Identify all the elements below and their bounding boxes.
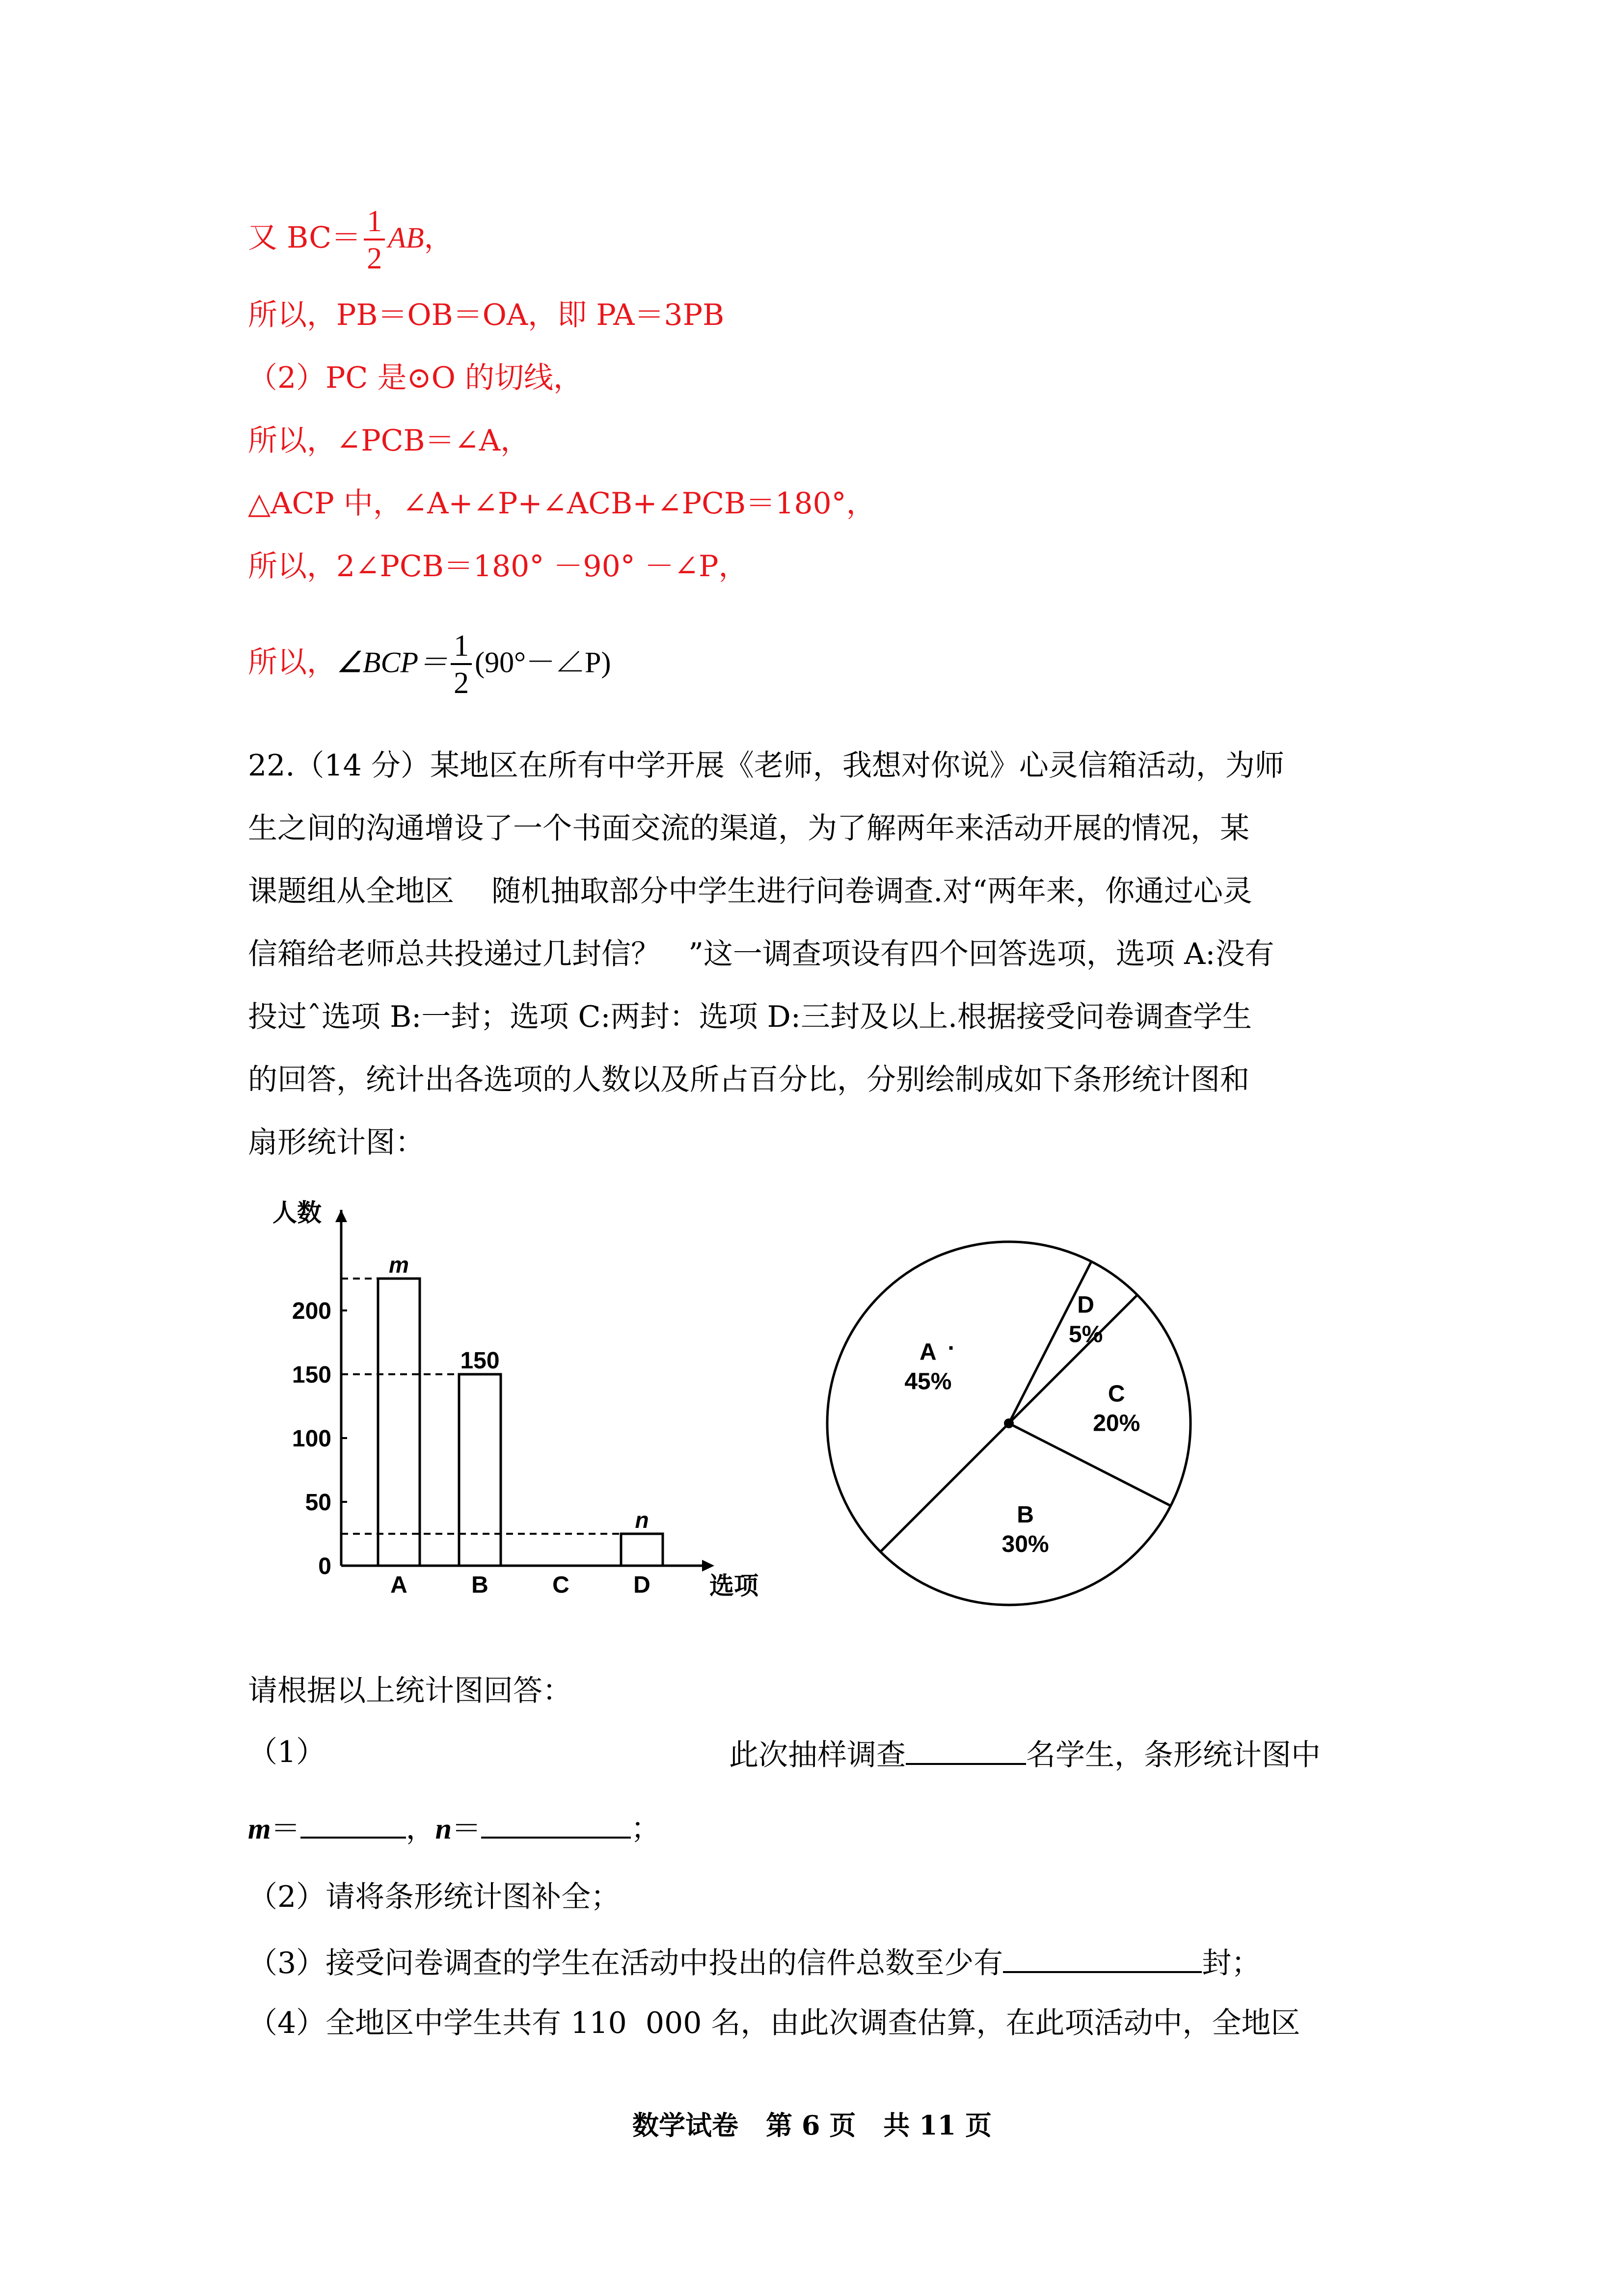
solution-line-4: 所以，∠PCB＝∠A，	[248, 424, 530, 458]
bar-chart-axes	[292, 1210, 714, 1579]
question-1-label: （1）	[248, 1735, 326, 1769]
pie-slice-percent: 20%	[1093, 1410, 1140, 1437]
fraction-denominator: 2	[454, 667, 469, 700]
fraction-half-2	[451, 631, 472, 698]
y-tick-label: 100	[292, 1426, 331, 1452]
solution-line-3: （2）PC 是⊙O 的切线，	[248, 361, 583, 395]
x-tick-label: A	[390, 1572, 407, 1598]
question-3-text: （3）接受问卷调查的学生在活动中投出的信件总数至少有	[248, 1946, 1003, 1980]
pie-slice-percent: 45%	[904, 1368, 952, 1395]
page-footer	[0, 2105, 1624, 2142]
x-tick-label: C	[552, 1572, 569, 1598]
question-4: （4）全地区中学生共有 110 000 名，由此次调查估算，在此项活动中，全地区	[248, 2006, 1300, 2040]
answer-blank-letters[interactable]	[1003, 1946, 1202, 1973]
bar	[459, 1374, 501, 1566]
question-1-part-a: 此次抽样调查	[729, 1738, 906, 1772]
question-2: （2）请将条形统计图补全；	[248, 1880, 621, 1914]
problem-line-3: 课题组从全地区 随机抽取部分中学生进行问卷调查.对“两年来，你通过心灵	[248, 874, 1253, 908]
y-tick-label: 200	[292, 1298, 331, 1324]
pie-slice-boundary	[1009, 1423, 1171, 1506]
end-semicolon: ；	[631, 1812, 661, 1846]
footer-page: 第 6 页	[766, 2109, 856, 2141]
fraction-numerator: 1	[364, 206, 385, 240]
var-m: m	[248, 1813, 271, 1845]
solution-line-1-ab: AB	[388, 221, 424, 254]
pie-marker-a: ·	[947, 1335, 956, 1362]
pie-slice-percent: 30%	[1001, 1531, 1049, 1557]
separator: ，	[406, 1812, 435, 1846]
solution-line-1-prefix: 又 BC＝	[248, 220, 361, 255]
question-3-unit: 封；	[1202, 1946, 1261, 1980]
pie-slice-label: D	[1077, 1292, 1094, 1318]
bar-chart-ylabel: 人数	[272, 1199, 322, 1227]
bar-data-label: 150	[460, 1348, 500, 1374]
fraction-numerator: 1	[451, 631, 472, 665]
y-tick-label: 50	[305, 1490, 331, 1516]
pie-chart	[800, 1232, 1242, 1625]
pie-chart-marks	[827, 1242, 1191, 1605]
problem-line-2: 生之间的沟通增设了一个书面交流的渠道，为了解两年来活动开展的情况，某	[248, 811, 1249, 846]
bar-data-label: n	[635, 1507, 649, 1533]
problem-line-6: 的回答，统计出各选项的人数以及所占百分比，分别绘制成如下条形统计图和	[248, 1063, 1249, 1097]
problem-line-5: 投过ˆ选项 B:一封；选项 C:两封：选项 D:三封及以上.根据接受问卷调查学生	[248, 1000, 1252, 1034]
fraction-denominator: 2	[367, 242, 382, 275]
problem-line-7: 扇形统计图：	[248, 1125, 425, 1160]
solution-line-7-prefix: 所以，	[248, 645, 336, 680]
question-1-line-2	[248, 1811, 661, 1846]
problem-line-1: 22.（14 分）某地区在所有中学开展《老师，我想对你说》心灵信箱活动，为师	[248, 748, 1284, 783]
y-axis-arrow	[335, 1210, 347, 1222]
question-3	[248, 1946, 1261, 1978]
x-tick-label: B	[471, 1572, 488, 1598]
pie-slice-boundary	[880, 1423, 1009, 1552]
solution-line-2: 所以，PB＝OB＝OA，即 PA＝3PB	[248, 298, 725, 332]
solution-line-1-comma: ，	[424, 220, 454, 255]
pie-center-dot	[1004, 1418, 1014, 1428]
solution-line-7	[248, 631, 611, 698]
solution-line-6: 所以，2∠PCB＝180° －90° －∠P，	[248, 549, 748, 584]
bar-chart-marks	[341, 1252, 663, 1598]
question-1-text	[729, 1737, 1321, 1770]
y-tick-label: 150	[292, 1362, 331, 1388]
question-1-part-b: 名学生，条形统计图中	[1026, 1738, 1321, 1772]
var-n: n	[435, 1813, 452, 1845]
answer-blank-n[interactable]	[481, 1811, 631, 1839]
y-tick-label: 0	[318, 1553, 331, 1579]
footer-subject: 数学试卷	[632, 2109, 739, 2141]
bar	[621, 1534, 663, 1566]
bar	[378, 1279, 420, 1566]
solution-line-1	[248, 206, 454, 274]
equals-n: ＝	[452, 1812, 482, 1846]
solution-line-7-suffix: (90°－∠P)	[475, 646, 611, 679]
problem-line-4: 信箱给老师总共投递过几封信？ ”这一调查项设有四个回答选项，选项 A:没有	[248, 937, 1274, 971]
bar-chart	[260, 1193, 810, 1634]
bar-data-label: m	[389, 1252, 409, 1278]
x-tick-label: D	[633, 1572, 650, 1598]
questions-intro: 请根据以上统计图回答：	[248, 1674, 572, 1708]
equals-m: ＝	[271, 1812, 300, 1846]
pie-slice-label: C	[1108, 1381, 1125, 1407]
pie-slice-label: B	[1017, 1501, 1034, 1528]
answer-blank-total[interactable]	[906, 1737, 1026, 1765]
fraction-half-1	[364, 206, 385, 274]
solution-line-5: △ACP 中，∠A+∠P+∠ACB+∠PCB＝180°，	[248, 486, 876, 521]
solution-line-7-angle: ∠BCP＝	[336, 646, 448, 679]
bar-chart-xlabel: 选项	[709, 1572, 758, 1600]
footer-total: 共 11 页	[883, 2109, 992, 2141]
pie-slice-label: A	[920, 1339, 937, 1365]
x-axis-arrow	[702, 1560, 714, 1572]
pie-slice-percent: 5%	[1068, 1321, 1103, 1348]
answer-blank-m[interactable]	[300, 1811, 406, 1839]
